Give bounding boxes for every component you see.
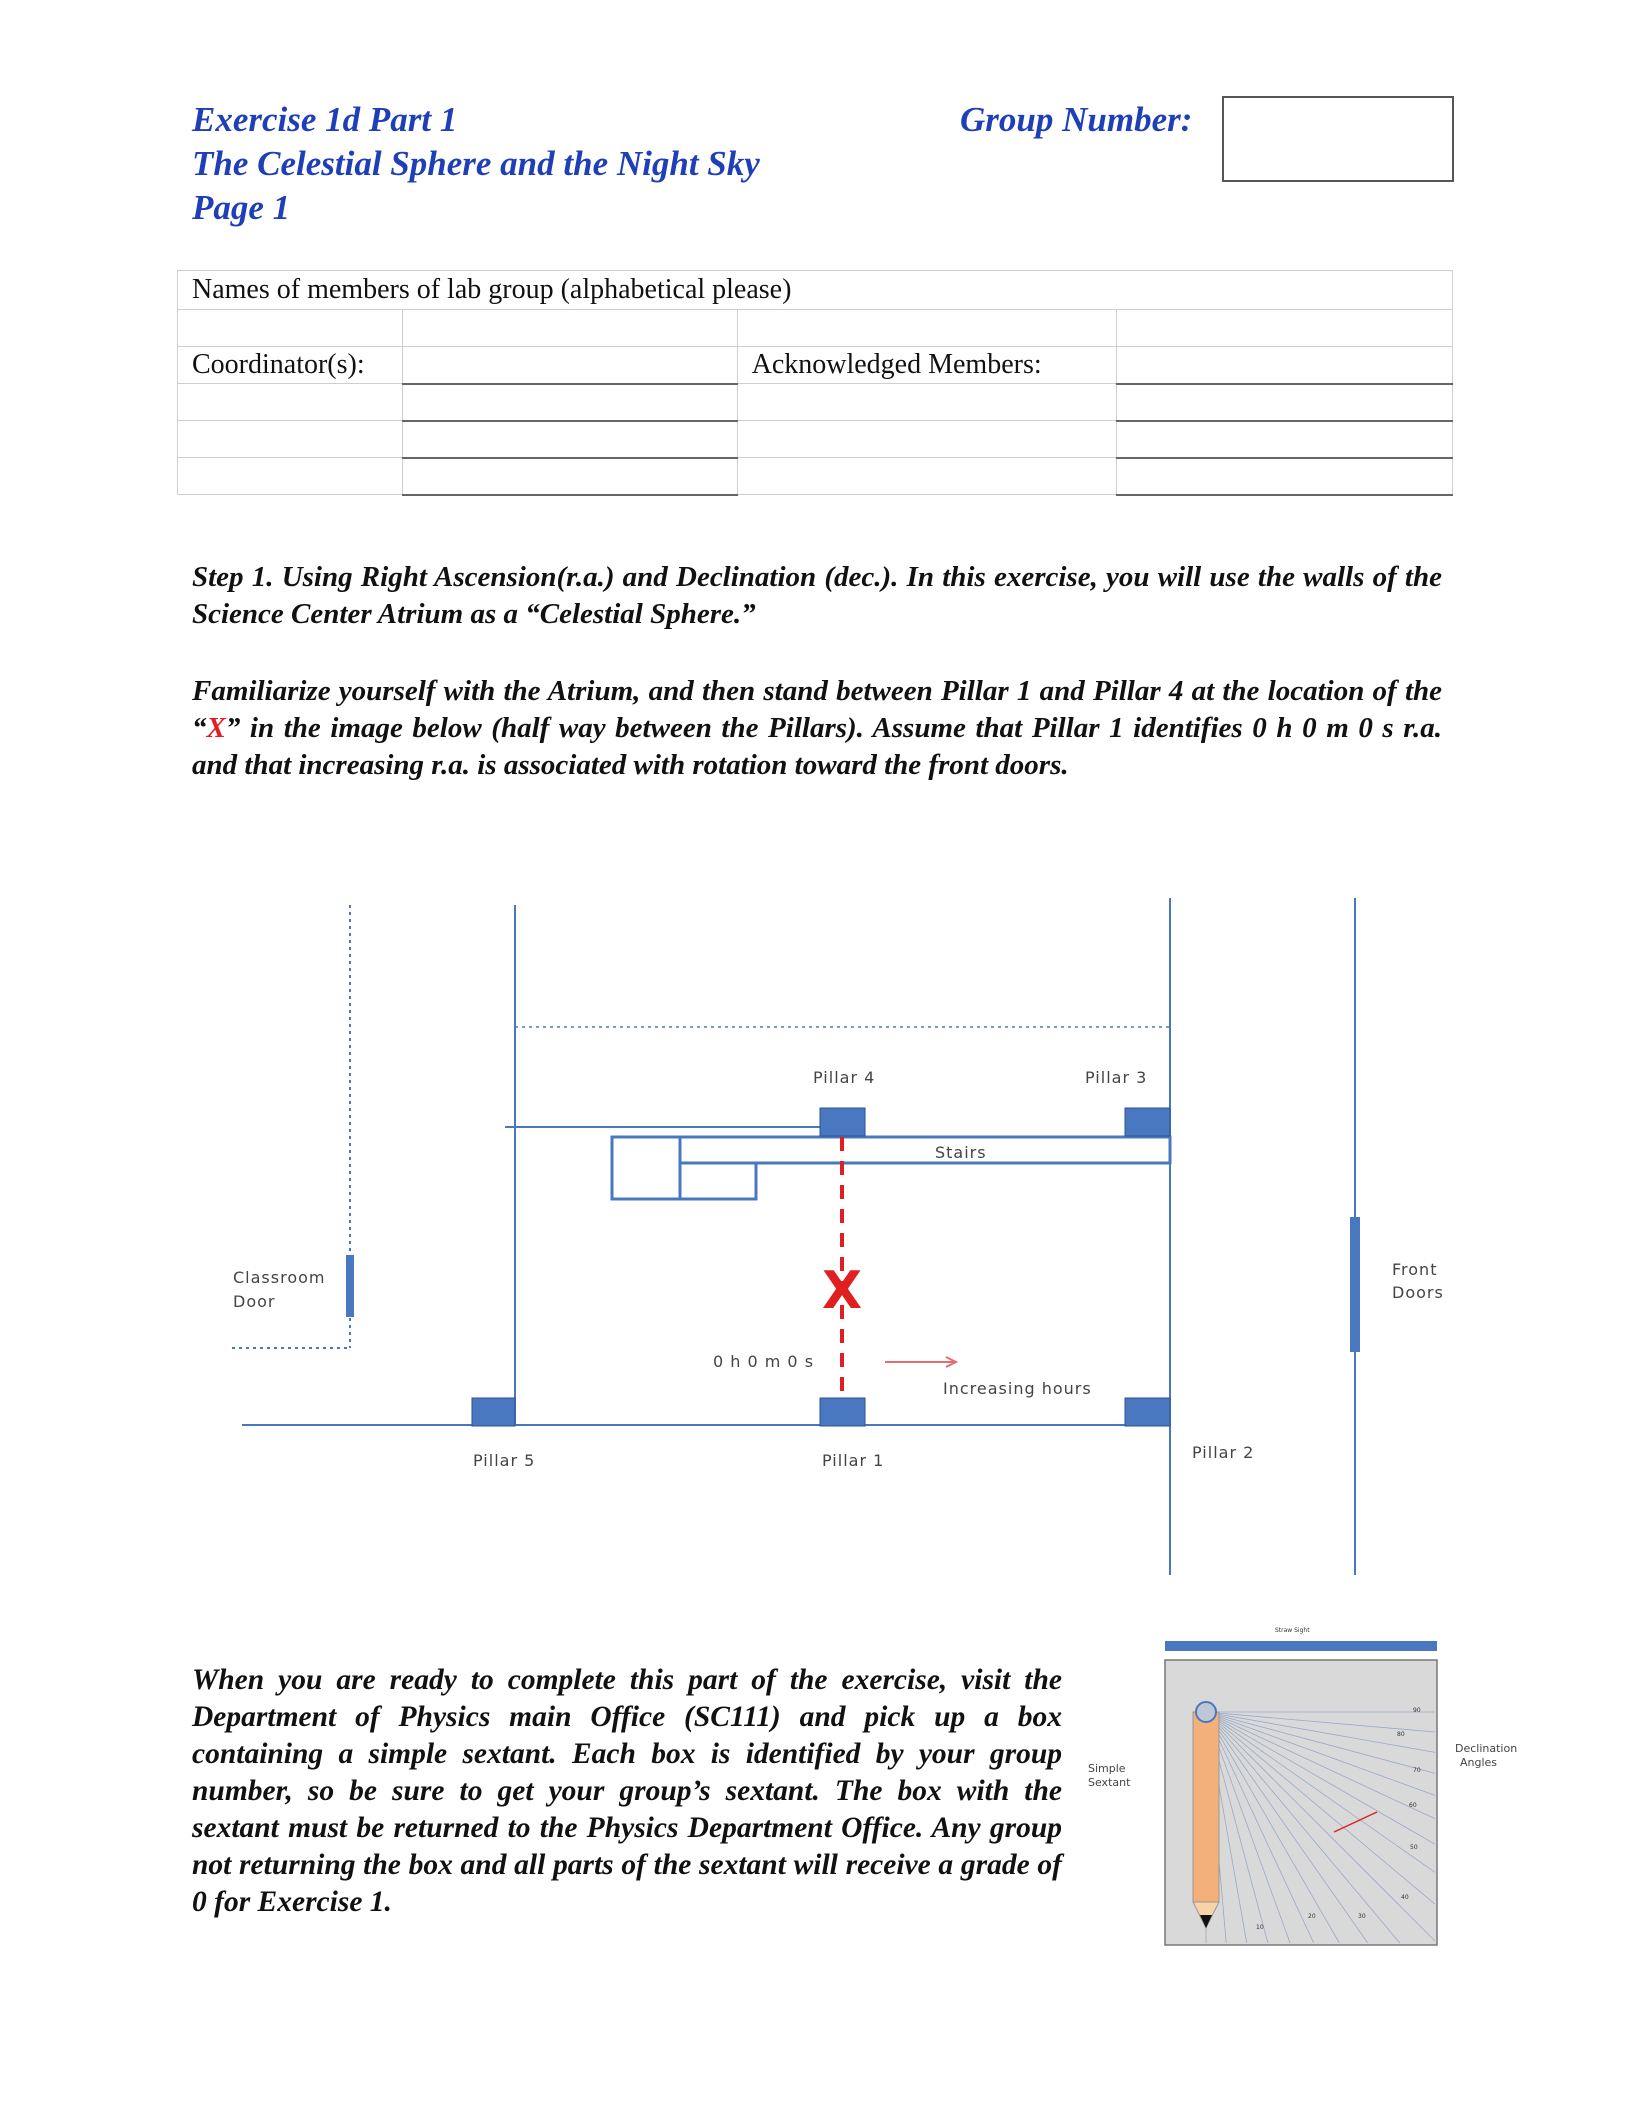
- names-table-title: Names of members of lab group (alphabetical please): [178, 271, 1453, 310]
- familiarize-text-b: ” in the image below (half way between the Pillars). Assume that Pillar 1 identifies 0 h 0 m 0 s r.a. and that increasing r.a. is associated with rotation toward the front doors.: [192, 712, 1442, 781]
- tick-label: 40: [1401, 1894, 1409, 1901]
- tick-label: 50: [1410, 1844, 1418, 1851]
- stairs: [680, 1137, 1170, 1163]
- straw-sight-label: Straw Sight: [1275, 1627, 1310, 1634]
- familiarize-text-a: Familiarize yourself with the Atrium, and then stand between Pillar 1 and Pillar 4 at the location of the “: [192, 675, 1442, 744]
- declination-label-2: Angles: [1460, 1756, 1498, 1769]
- pillar1: [820, 1398, 865, 1426]
- pillar5: [472, 1398, 515, 1426]
- front-doors: [1350, 1217, 1360, 1352]
- classroom-label-1: Classroom: [233, 1268, 326, 1287]
- pillar4-label: Pillar 4: [813, 1068, 876, 1087]
- acknowledged-label: Acknowledged Members:: [737, 347, 1117, 384]
- pillar1-label: Pillar 1: [822, 1451, 885, 1470]
- tick-label: 30: [1358, 1913, 1366, 1920]
- simple-sextant-label-1: Simple: [1088, 1762, 1126, 1775]
- straw-sight: [1165, 1641, 1437, 1651]
- pillar4: [820, 1108, 865, 1136]
- increasing-label: Increasing hours: [943, 1379, 1092, 1398]
- tick-label: 20: [1308, 1913, 1316, 1920]
- simple-sextant-label-2: Sextant: [1088, 1776, 1131, 1789]
- pillar2-label: Pillar 2: [1192, 1443, 1255, 1462]
- stairs-landing: [612, 1137, 680, 1199]
- group-number-label: Group Number:: [960, 100, 1193, 139]
- x-mark: X: [821, 1261, 863, 1321]
- classroom-label-2: Door: [233, 1292, 276, 1311]
- step1-instructions: Step 1. Using Right Ascension(r.a.) and Declination (dec.). In this exercise, you will use the walls of the Science Center Atrium as a “Celestial Sphere.”: [192, 561, 1442, 630]
- stairs-step: [680, 1163, 756, 1199]
- exercise-subtitle: The Celestial Sphere and the Night Sky: [192, 144, 760, 183]
- pickup-instructions: When you are ready to complete this part of the exercise, visit the Department of Physics main Office (SC111) and pick up a box containing a simple sextant. Each box is identified by your group number, so be sure to get your group’s sextant. The box with the sextant must be returned to the Physics Department Office. Any group not returning the box and all parts of the sextant will receive a grade of 0 for Exercise 1.: [192, 1664, 1062, 1918]
- pillar3: [1125, 1108, 1170, 1136]
- tick-label: 10: [1256, 1924, 1264, 1931]
- classroom-door: [346, 1255, 354, 1317]
- page-number: Page 1: [192, 188, 291, 227]
- sextant-pivot: [1196, 1702, 1216, 1722]
- tick-label: 80: [1397, 1731, 1405, 1738]
- declination-label-1: Declination: [1455, 1742, 1518, 1755]
- pillar5-label: Pillar 5: [473, 1451, 536, 1470]
- tick-label: 90: [1413, 1707, 1421, 1714]
- exercise-title: Exercise 1d Part 1: [192, 100, 458, 139]
- tick-label: 60: [1409, 1802, 1417, 1809]
- pillar3-label: Pillar 3: [1085, 1068, 1148, 1087]
- coordinator-label: Coordinator(s):: [178, 347, 403, 384]
- front-label-1: Front: [1392, 1260, 1438, 1279]
- stairs-label: Stairs: [935, 1143, 987, 1162]
- x-mark-inline: X: [206, 712, 226, 744]
- tick-label: 70: [1413, 1767, 1421, 1774]
- front-label-2: Doors: [1392, 1283, 1444, 1302]
- origin-label: 0 h 0 m 0 s: [713, 1352, 815, 1371]
- pillar2: [1125, 1398, 1170, 1426]
- pencil-body: [1193, 1712, 1219, 1902]
